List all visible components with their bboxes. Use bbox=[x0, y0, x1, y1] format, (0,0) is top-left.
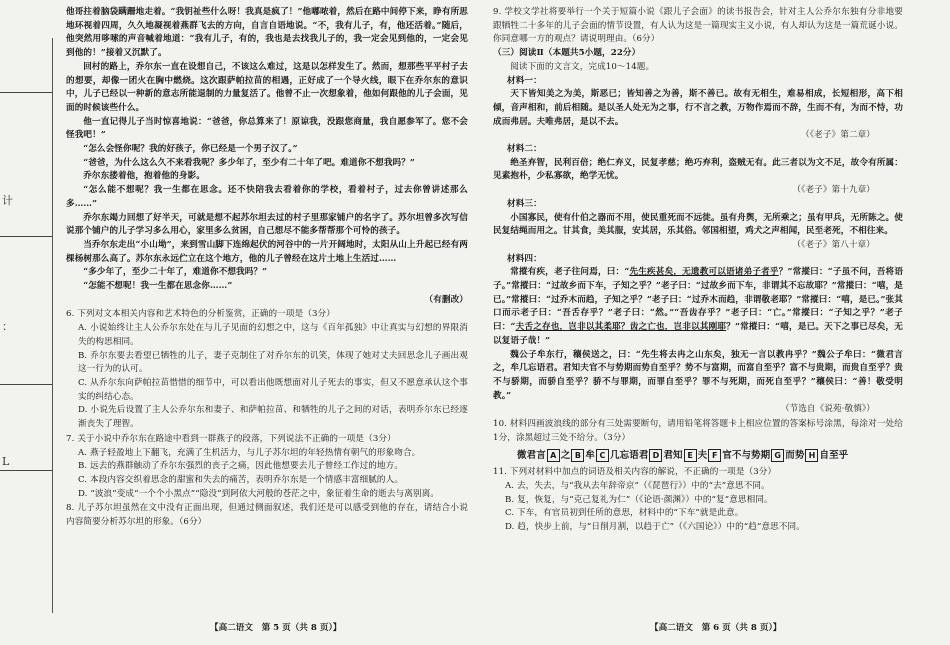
question-7-stem: 7. 关于小说中乔尔东在路途中看到一群燕子的段落，下列说法不正确的一项是（3分） bbox=[66, 433, 396, 444]
question-11-option-b: B. 复，恢复，与“克己复礼为仁”（《论语·颜渊》）中的“复”意思相同。 bbox=[505, 494, 773, 505]
page-footer-right: 【高二语文 第 6 页（共 8 页）】 bbox=[650, 623, 782, 633]
material-1-title: 材料一： bbox=[507, 75, 542, 86]
margin-tick bbox=[0, 384, 52, 385]
page-5 bbox=[66, 6, 468, 626]
question-10-sentence: 微君言 A 之 B 牟 C 几忘语君 D 君知 E 夫 F 官不与势期 G 而势 H 自至乎 bbox=[517, 449, 849, 461]
margin-mark: 计 bbox=[2, 194, 13, 207]
answer-box-d[interactable]: D bbox=[649, 449, 662, 462]
answer-box-f[interactable]: F bbox=[708, 449, 721, 462]
material-2-text: 绝圣弃智，民利百倍；绝仁弃义，民复孝慈；绝巧弃利，盗贼无有。此三者以为文不足，故令有所属：见素抱朴，少私寡欲，绝学无忧。 bbox=[493, 157, 903, 182]
binding-line bbox=[52, 38, 53, 613]
margin-tick bbox=[0, 92, 52, 93]
material-4-text-2: 魏公子牟东行，穰侯送之，曰：“先生将去冉之山东矣，独无一言以教冉乎？”魏公子牟曰：“微君言之，牟几忘语君。君知夫官不与势期而势自至乎？势不与富期，而富自至乎？富不与贵期，而贵自至乎？贵不与骄期，而骄自至乎？骄不与罪期，而罪自至乎？罪不与死期，而死自至乎？”穰侯曰：“善！敬受明教。” bbox=[493, 349, 903, 401]
section-title: （三）阅读Ⅱ（本题共5小题，22分） bbox=[493, 48, 641, 59]
story-paragraph: 他一直记得儿子当时惊喜地说：“爸爸，你总算来了！原谅我，没跟您商量，我自愿参军了。您不会怪我吧！” bbox=[66, 116, 468, 141]
margin-tick bbox=[0, 236, 52, 237]
question-7-option-b: B. 远去的燕群触动了乔尔东强烈的丧子之痛，因此他想要去儿子曾经工作过的地方。 bbox=[78, 461, 404, 472]
story-paragraph: “怎能不想呢！我一生都在思念你……” bbox=[83, 281, 233, 292]
answer-box-g[interactable]: G bbox=[771, 449, 784, 462]
story-paragraph: “怎么能不想呢？我一生都在思念。还不快陪我去看着你的学校，看着村子，过去你曾讲述那么多……” bbox=[66, 185, 468, 209]
question-11-option-c: C. 下车，有官员初到任所的意思，材料中的“下车”就是此意。 bbox=[505, 508, 744, 519]
question-11-stem: 11. 下列对材料中加点的词语及相关内容的解说，不正确的一项是（3分） bbox=[493, 467, 777, 478]
story-paragraph: 他哥拄着脑袋蹒跚地走着。“我钥祉些什么呀！我真是疯了！”他嘟哝着，然后在路中间停下来，睁有所思地环视着四周，久久地凝视着燕群飞去的方向，自言自语地说。“不，我有儿子，有，他还活着。”随后，他突然用哆嗦的声音喊着地道：“我有儿子，有的，我也是去找我儿子的，我一定会见到他的，一定会见到他的！”接着又沉默了。 bbox=[66, 7, 468, 59]
page-footer-left: 【高二语文 第 5 页（共 8 页）】 bbox=[210, 623, 342, 633]
margin-tick bbox=[0, 470, 52, 471]
answer-box-a[interactable]: A bbox=[547, 449, 560, 462]
question-10-stem: 10. 材料四画波浪线的部分有三处需要断句，请用铅笔将答题卡上相应位置的答案标号涂黑，每涂对一处给1分，涂黑超过三处不给分。（3分） bbox=[493, 419, 903, 443]
material-3-source: （《老子》第八十章） bbox=[792, 239, 875, 250]
margin-mark: L bbox=[2, 455, 10, 468]
question-6-stem: 6. 下列对文本相关内容和艺术特色的分析鉴赏，正确的一项是（3分） bbox=[66, 309, 335, 320]
question-6-option-b: B. 乔尔东要去看望已牺牲的儿子，妻子克制住了对乔尔东的讥笑，体现了她对丈夫回思念儿子画出观这一行为的认可。 bbox=[78, 350, 468, 375]
material-4-text: 常摐有疾，老子往问焉，曰：“先生疾甚矣，无遗教可以语诸弟子者乎？”常摐曰：“子虽不问，吾将语子。”常摐曰：“过故乡而下车，子知之乎？”老子曰：“过故乡而下车，非谓其不忘故耶？”常摐曰：“嘻，是已。”常摐曰：“过乔木而趋，子知之乎？”老子曰：“过乔木而趋，非谓敬老耶？”常摐曰：“嘻，是已。”张其口而示老子曰：“吾舌存乎？”老子曰：“然。”“吾齿存乎？”老子曰：“亡。”常摐曰：“子知之乎？”老子曰：“夫舌之存也，岂非以其柔耶？齿之亡也，岂非以其刚耶？”常摐曰：“嘻，是已。天下之事已尽矣，无以复语子哉！” bbox=[493, 267, 903, 346]
story-paragraph: 当乔尔东走出“小山坳”，来到雪山脚下连绵起伏的河谷中的一片开阔地时，太阳从山上升起已经有两棵杨树那么高了。苏尔东永远伫立在这个地方，他的儿子曾经在这片土地上生活过…… bbox=[66, 239, 468, 264]
material-2-source: （《老子》第十九章） bbox=[792, 185, 875, 196]
question-11-option-d: D. 趋，快步上前，与“日削月割，以趋于亡”（《六国论》）中的“趋”意思不同。 bbox=[505, 522, 805, 533]
section-intro: 阅读下面的文言文，完成10～14题。 bbox=[510, 61, 655, 72]
material-4-title: 材料四： bbox=[507, 253, 542, 264]
material-3-title: 材料三： bbox=[507, 198, 542, 209]
question-7-option-c: C. 本段内容交织着思念的甜蜜和失去的痛苦，表明乔尔东是一个情感丰富细腻的人。 bbox=[78, 474, 404, 485]
answer-box-h[interactable]: H bbox=[805, 449, 818, 462]
story-paragraph: “多少年了，至少二十年了，难道你不想我吗？” bbox=[83, 267, 268, 278]
margin-mark: ： bbox=[2, 320, 13, 333]
question-6-option-c: C. 从乔尔东向萨帕拉苗惜惜的细节中，可以看出他既想面对儿子死去的事实，但又不愿意承认这个事实的纠结心态。 bbox=[78, 377, 468, 402]
page-6 bbox=[493, 6, 903, 626]
question-6-option-d: D. 小说先后设置了主人公乔尔东和妻子、和萨帕拉苗、和牺牲的儿子之间的对话，表明乔尔东已经逐渐丧失了理智。 bbox=[78, 405, 468, 430]
story-paragraph: 乔尔东竭力回想了好半天，可就是想不起苏尔坦去过的村子里那家铺户的名字了。苏尔坦曾多次写信说那个铺户的儿子学习多么用心，家里多么贫困，自己想尽不能多帮帮那个可怜的孩子。 bbox=[66, 212, 468, 237]
material-2-title: 材料二： bbox=[507, 144, 542, 155]
story-paragraph: 回村的路上，乔尔东一直在设想自己，不该这么难过，这是以怎样发生了。然而，想那些平平村子去的想要，却像一团火在胸中燃烧。这次跟萨帕拉苗的相遇，正好成了一个导火线，眼下在乔尔东的意识中，儿子已经以一种新的意志所能退制的力量复活了。他曾不止一次想象着，他如何跟他的儿子会面，见面的时候该些什么。 bbox=[66, 61, 468, 113]
answer-box-e[interactable]: E bbox=[684, 449, 697, 462]
story-paragraph: “爸爸，为什么这么久不来看我呢？多少年了，至少有二十年了吧。难道你不想我吗？” bbox=[83, 157, 415, 168]
answer-box-b[interactable]: B bbox=[571, 449, 584, 462]
underlined-sentence: 先生疾甚矣，无遗教可以语诸弟子者乎 bbox=[629, 267, 779, 278]
question-9-stem: 9. 学校文学社将要举行一个关于短篇小说《跟儿子会面》的读书报告会，针对主人公乔尔东独有分非地要跟牺牲二十多年的儿子会面的情节设置，有人认为这是一篇现实主义小说，有人却认为这是一篇荒诞小说。你同意哪一方的观点？请说明理由。（6分） bbox=[493, 7, 903, 45]
question-11-option-a: A. 去，失去，与“我从去年辞帝京”（《琵琶行》）中的“去”意思不同。 bbox=[505, 480, 770, 491]
story-paragraph: 乔尔东搂着他，抱着他的身影。 bbox=[83, 171, 205, 182]
material-3-text: 小国寡民，使有什伯之器而不用，使民重死而不远徙。虽有舟舆，无所乘之；虽有甲兵，无所陈之。使民复结绳而用之。甘其食，美其服，安其居，乐其俗。邻国相望，鸡犬之声相闻，民至老死，不相往来。 bbox=[493, 212, 903, 237]
question-8-stem: 8. 儿子苏尔坦虽然在文中没有正面出现，但通过侧面叙述，我们还是可以感受到他的存在，请结合小说内容简要分析苏尔坦的形象。（6分） bbox=[66, 503, 468, 528]
underlined-sentence: 夫舌之存也，岂非以其柔耶？齿之亡也，岂非以其刚耶 bbox=[515, 322, 727, 333]
material-1-text: 天下皆知美之为美，斯恶已；皆知善之为善，斯不善已。故有无相生，难易相成，长短相形，高下相倾，音声相和，前后相随。是以圣人处无为之事，行不言之教，万物作焉而不辞，生而不有，为而不恃，功成而弗居。夫唯弗居，是以不去。 bbox=[493, 89, 903, 127]
answer-box-c[interactable]: C bbox=[596, 449, 609, 462]
material-1-source: （《老子》第二章） bbox=[801, 130, 875, 141]
story-paragraph: “怎么会怪你呢？我的好孩子，你已经是一个男子汉了。” bbox=[83, 144, 298, 155]
question-7-option-d: D. “波浪”变成“一个个小黑点”“隐没”到阿依大河般的苍茫之中，象征着生命的逝去与离别离。 bbox=[78, 488, 439, 499]
question-7-option-a: A. 燕子轻盈地上下翻飞，充满了生机活力，与儿子苏尔坦的年轻热情有朝气的形象吻合。 bbox=[78, 447, 421, 458]
story-note: （有删改） bbox=[424, 294, 468, 305]
question-6-option-a: A. 小说始终让主人公乔尔东处在与儿子见面的幻想之中，这与《百年孤独》中让真实与幻想的界限消失的构思相同。 bbox=[78, 323, 468, 347]
material-4-source: （节选自《说苑·敬慎》） bbox=[780, 404, 875, 415]
